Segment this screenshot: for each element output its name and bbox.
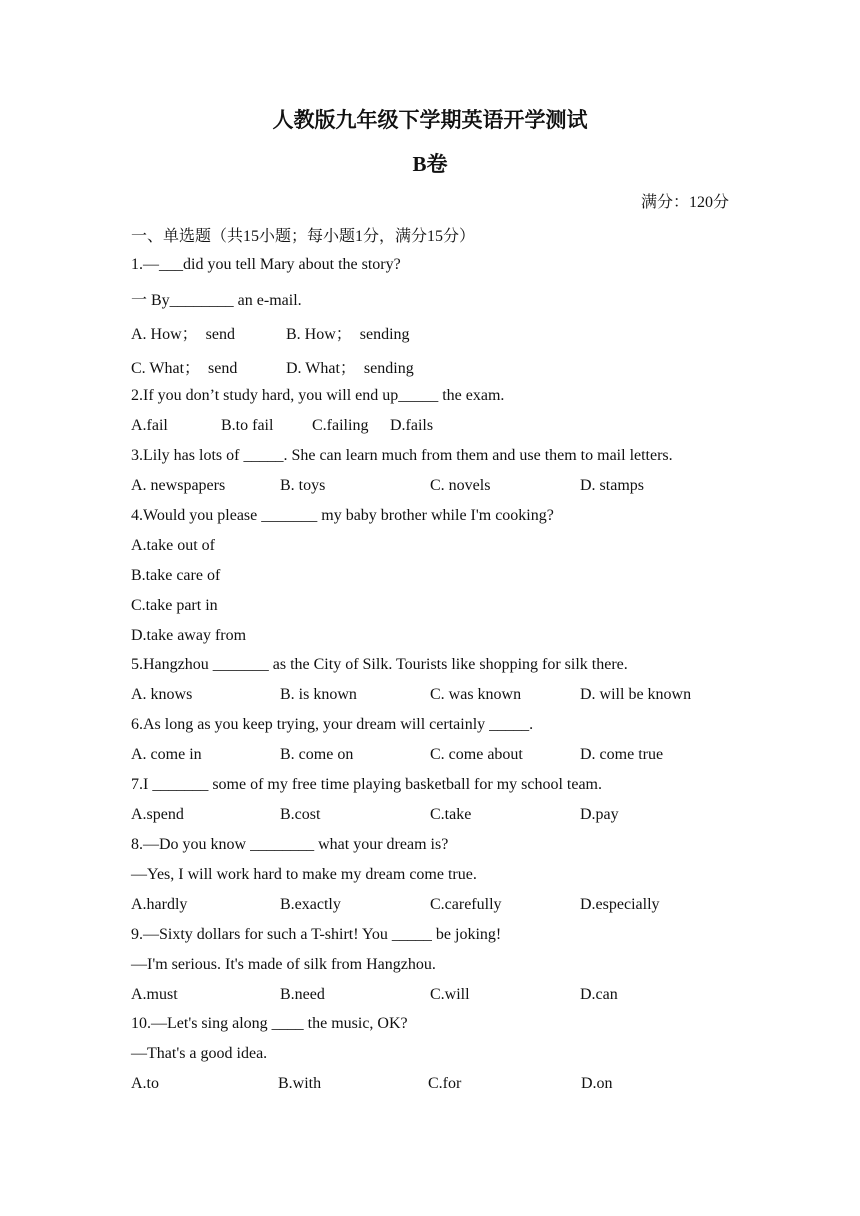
question-7-stem: 7.I _______ some of my free time playing basketball for my school team. [131,776,602,793]
q10-option-d[interactable]: D.on [581,1075,613,1092]
q7-option-d[interactable]: D.pay [580,806,619,823]
q3-option-b[interactable]: B. toys [280,477,326,494]
question-10-response: —That's a good idea. [131,1045,268,1062]
q10-option-a[interactable]: A.to [131,1075,159,1092]
q4-option-b[interactable]: B.take care of [131,567,221,584]
q9-option-a[interactable]: A.must [131,986,178,1003]
q8-option-a[interactable]: A.hardly [131,896,188,913]
q2-option-c[interactable]: C.failing [312,417,369,434]
q9-option-b[interactable]: B.need [280,986,325,1003]
q5-option-c[interactable]: C. was known [430,686,522,703]
question-4-stem: 4.Would you please _______ my baby brother while I'm cooking? [131,507,554,524]
q8-option-c[interactable]: C.carefully [430,896,502,913]
q5-option-b[interactable]: B. is known [280,686,357,703]
question-3-stem: 3.Lily has lots of _____. She can learn much from them and use them to mail letters. [131,447,673,464]
q10-option-c[interactable]: C.for [428,1075,462,1092]
q5-option-a[interactable]: A. knows [131,686,193,703]
question-1-stem: 1.—___did you tell Mary about the story? [131,256,401,273]
question-9-response: —I'm serious. It's made of silk from Hangzhou. [131,956,436,973]
question-8-response: —Yes, I will work hard to make my dream come true. [131,866,477,883]
q6-option-b[interactable]: B. come on [280,746,354,763]
q6-option-a[interactable]: A. come in [131,746,202,763]
q1-option-c[interactable]: C. What； send [131,360,238,377]
q4-option-d[interactable]: D.take away from [131,627,247,644]
q3-option-c[interactable]: C. novels [430,477,491,494]
q6-option-c[interactable]: C. come about [430,746,523,763]
exam-title: 人教版九年级下学期英语开学测试 [272,108,588,132]
q1-option-b[interactable]: B. How； sending [286,326,410,343]
question-1-response: 一 By________ an e-mail. [131,292,302,309]
q9-option-d[interactable]: D.can [580,986,618,1003]
q1-option-d[interactable]: D. What； sending [286,360,414,377]
q6-option-d[interactable]: D. come true [580,746,664,763]
q7-option-b[interactable]: B.cost [280,806,321,823]
q3-option-a[interactable]: A. newspapers [131,477,226,494]
q4-option-c[interactable]: C.take part in [131,597,218,614]
question-8-stem: 8.—Do you know ________ what your dream is? [131,836,449,853]
q5-option-d[interactable]: D. will be known [580,686,692,703]
q7-option-a[interactable]: A.spend [131,806,184,823]
q7-option-c[interactable]: C.take [430,806,472,823]
q3-option-d[interactable]: D. stamps [580,477,644,494]
q8-option-d[interactable]: D.especially [580,896,660,913]
q10-option-b[interactable]: B.with [278,1075,322,1092]
question-9-stem: 9.—Sixty dollars for such a T-shirt! You _____ be joking! [131,926,502,943]
q4-option-a[interactable]: A.take out of [131,537,215,554]
question-5-stem: 5.Hangzhou _______ as the City of Silk. Tourists like shopping for silk there. [131,656,628,673]
exam-subtitle: B卷 [412,152,448,176]
q2-option-d[interactable]: D.fails [390,417,434,434]
q2-option-b[interactable]: B.to fail [221,417,274,434]
question-6-stem: 6.As long as you keep trying, your dream will certainly _____. [131,716,534,733]
full-score: 满分：120分 [640,194,729,211]
section-heading: 一、单选题（共15小题；每小题1分，满分15分） [131,228,476,245]
q1-option-a[interactable]: A. How； send [131,326,235,343]
q2-option-a[interactable]: A.fail [131,417,168,434]
q9-option-c[interactable]: C.will [430,986,470,1003]
q8-option-b[interactable]: B.exactly [280,896,341,913]
question-2-stem: 2.If you don’t study hard, you will end up_____ the exam. [131,387,505,404]
question-10-stem: 10.—Let's sing along ____ the music, OK? [131,1015,408,1032]
